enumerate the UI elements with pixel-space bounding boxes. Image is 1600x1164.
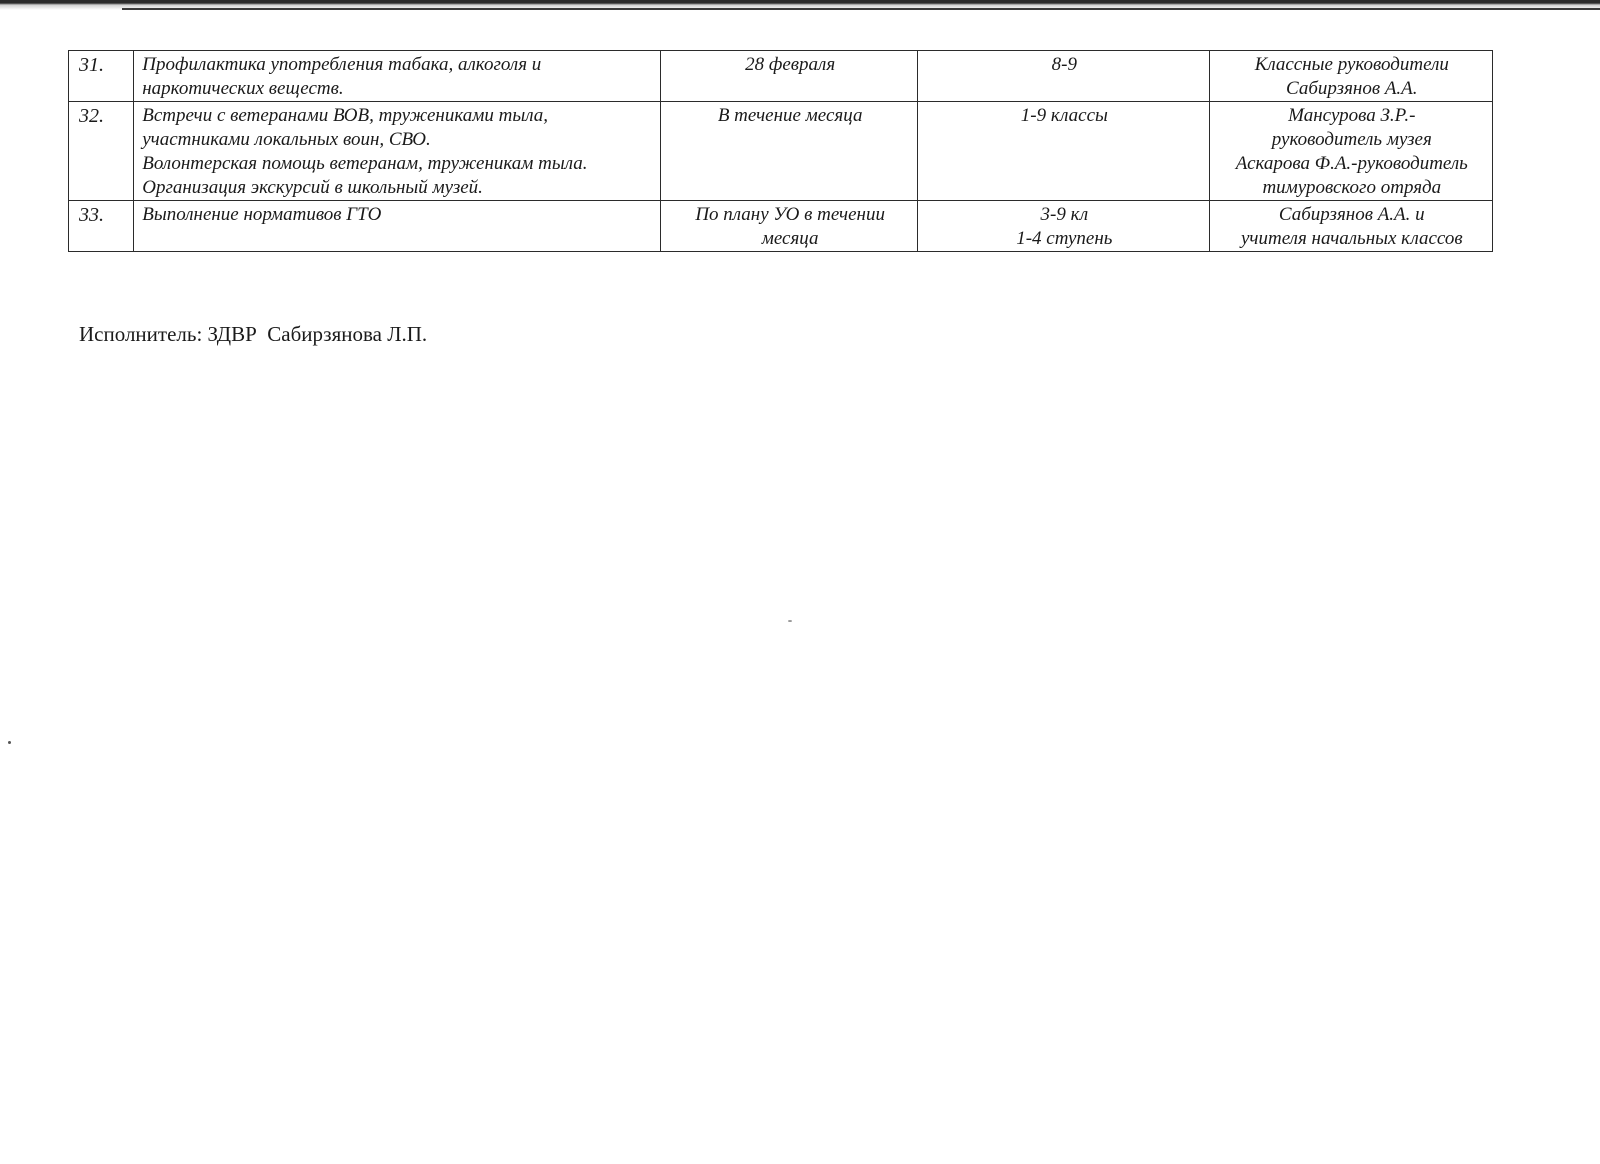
scan-top-shadow xyxy=(122,8,1600,10)
executor-signature-line: Исполнитель: ЗДВР Сабирзянова Л.П. xyxy=(79,322,428,346)
table-row xyxy=(69,102,1493,201)
classes-cell: 1-9 классы xyxy=(918,102,1210,201)
date-cell: По плану УО в течении месяца xyxy=(661,201,918,252)
classes-cell: 3-9 кл 1-4 ступень xyxy=(918,201,1210,252)
responsible-cell: Сабирзянов А.А. и учителя начальных классов xyxy=(1209,201,1492,252)
event-cell: Выполнение нормативов ГТО xyxy=(134,201,661,252)
table-row xyxy=(69,51,1493,102)
events-plan-table xyxy=(68,50,1493,252)
scan-speck xyxy=(788,620,792,622)
date-cell: В течение месяца xyxy=(661,102,918,201)
event-cell: Профилактика употребления табака, алкоголя и наркотических веществ. xyxy=(134,51,661,102)
event-cell: Встречи с ветеранами ВОВ, тружениками тыла, участниками локальных воин, СВО. Волонтерская помощь ветеранам, труженикам тыла. Организация экскурсий в школьный музей. xyxy=(134,102,661,201)
row-number: 32. xyxy=(69,102,134,201)
classes-cell: 8-9 xyxy=(918,51,1210,102)
responsible-cell: Мансурова З.Р.- руководитель музея Аскарова Ф.А.-руководитель тимуровского отряда xyxy=(1209,102,1492,201)
responsible-cell: Классные руководители Сабирзянов А.А. xyxy=(1209,51,1492,102)
scan-speck xyxy=(8,741,11,744)
table-row xyxy=(69,201,1493,252)
date-cell: 28 февраля xyxy=(661,51,918,102)
row-number: 31. xyxy=(69,51,134,102)
row-number: 33. xyxy=(69,201,134,252)
